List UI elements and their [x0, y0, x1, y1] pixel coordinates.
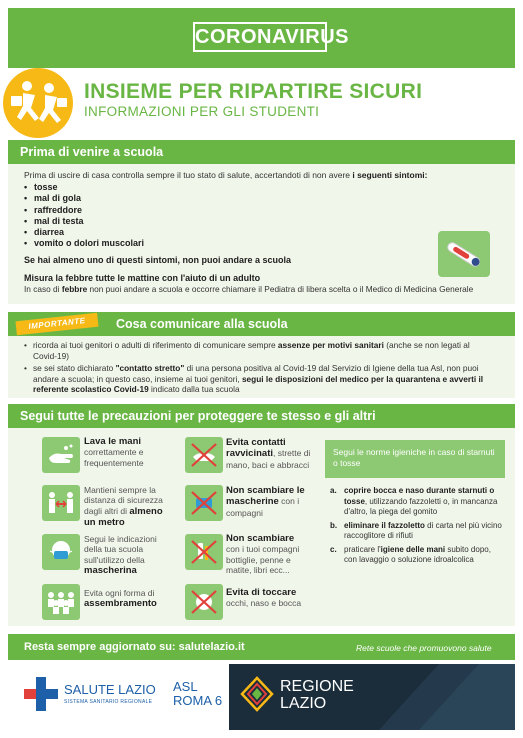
- important-tag: IMPORTANTE: [15, 313, 98, 335]
- tip-swapmask-text: con i compagni: [226, 496, 300, 518]
- students-running-icon: [3, 68, 73, 138]
- tip-touch-bold: Evita di toccare: [226, 587, 297, 598]
- list-item: • vomito o dolori muscolari: [24, 238, 144, 249]
- tip-crowd: [84, 588, 172, 610]
- rule-bold: coprire bocca e naso durante starnuti o tosse: [344, 486, 495, 506]
- hygiene-rules-list: [330, 486, 502, 569]
- crowd-icon: [42, 584, 80, 620]
- tip-swap-bold: Non scambiare: [226, 533, 295, 544]
- item2-pre: se sei stato dichiarato: [33, 363, 116, 373]
- rule-pre: praticare l': [344, 544, 381, 554]
- item1-post: (anche se non legati al Covid-19): [33, 340, 470, 361]
- communicate-list: [24, 340, 494, 397]
- tip-touch-text: occhi, naso e bocca: [226, 598, 302, 609]
- tip-contact-text: , strette di mano, baci e abbracci: [226, 448, 311, 470]
- tip-swap-text: con i tuoi compagni bottiglie, penne e matite, libri ecc...: [226, 544, 300, 576]
- rule-bold: eliminare il fazzoletto: [344, 520, 425, 530]
- no-mask-swap-icon: [185, 485, 223, 521]
- rule-bold: igiene delle mani: [380, 544, 446, 554]
- no-face-touch-icon: [185, 584, 223, 620]
- tip-no-sharing: [226, 534, 316, 576]
- stay-home-warning: Se hai almeno uno di questi sintomi, non puoi andare a scuola: [24, 255, 292, 265]
- fever-bold: febbre: [61, 284, 88, 294]
- section-precautions-heading: Segui tutte le precauzioni per proteggere te stesso e gli altri: [8, 404, 515, 428]
- no-handshake-icon: [185, 437, 223, 473]
- page-subtitle: INFORMAZIONI PER GLI STUDENTI: [84, 104, 320, 119]
- mask-icon: [42, 534, 80, 570]
- salute-lazio-name: SALUTE LAZIO: [64, 682, 156, 697]
- tip-distance: [84, 485, 172, 529]
- section-before-school-heading: Prima di venire a scuola: [8, 140, 515, 164]
- network-tagline: Rete scuole che promuovono salute: [356, 643, 492, 653]
- salute-lazio-subtitle: SISTEMA SANITARIO REGIONALE: [64, 699, 153, 705]
- intro-plain: Prima di uscire di casa controlla sempre il tuo stato di salute, accertandoti di non avere: [24, 170, 353, 180]
- list-item: • mal di gola: [24, 193, 144, 204]
- hand-wash-icon: [42, 437, 80, 473]
- tip-swapmask-bold: Non scambiare le mascherine: [226, 485, 305, 508]
- distance-icon: [42, 485, 80, 521]
- item2-bold2: segui le disposizioni del medico per la quarantena e avverti il referente scolastico Covid-19: [33, 373, 484, 394]
- stay-updated-link[interactable]: Resta sempre aggiornato su: salutelazio.it: [24, 641, 245, 653]
- cross-icon: [24, 677, 58, 711]
- thermometer-icon: [438, 231, 490, 277]
- list-item: • tosse: [24, 182, 144, 193]
- item2-post: indicato dalla tua scuola: [148, 384, 240, 394]
- page-title: INSIEME PER RIPARTIRE SICURI: [84, 80, 423, 103]
- rule-text: di carta nel più vicino raccoglitore di rifiuti: [344, 520, 502, 540]
- list-item: • mal di testa: [24, 216, 144, 227]
- item1-pre: ricorda ai tuoi genitori o adulti di riferimento di comunicare sempre: [33, 340, 278, 350]
- list-item: [330, 545, 502, 566]
- symptom-list: [24, 182, 144, 250]
- list-item: • diarrea: [24, 227, 144, 238]
- regione-emblem-icon: [240, 676, 274, 712]
- item1-bold: assenze per motivi sanitari: [277, 340, 384, 350]
- rule-mark: c.: [330, 544, 337, 554]
- tip-swap-masks: [226, 485, 316, 518]
- rule-mark: b.: [330, 520, 338, 530]
- tip-distance-text: Mantieni sempre la distanza di sicurezza dagli altri di: [84, 485, 163, 516]
- coronavirus-badge: CORONAVIRUS: [193, 22, 327, 52]
- section-communicate-title: Cosa comunicare alla scuola: [116, 317, 288, 331]
- hygiene-rules-heading: Segui le norme igieniche in caso di starnuti o tosse: [325, 440, 505, 478]
- measure-fever-text: Misura la febbre tutte le mattine con l'aiuto di un adulto: [24, 273, 261, 283]
- rule-mark: a.: [330, 486, 337, 495]
- asl-line1: ASL: [173, 679, 198, 694]
- asl-line2: ROMA 6: [173, 693, 223, 708]
- item2-mid: di una persona positiva al Covid-19 dal Servizio di Igiene della tua Asl, non puoi andare a scuola; in questo caso, insieme ai tuoi genitori,: [33, 363, 479, 384]
- rule-text: subito dopo, con lavaggio o soluzione idroalcolica: [344, 544, 491, 564]
- tip-contact-bold: Evita contatti ravvicinati: [226, 437, 286, 460]
- no-sharing-icon: [185, 534, 223, 570]
- regione-lazio-name: [280, 678, 354, 712]
- tip-crowd-text: Evita ogni forma di: [84, 588, 155, 598]
- fever-pre: In caso di: [24, 284, 62, 294]
- fever-note: [24, 284, 494, 295]
- regione-line2: LAZIO: [280, 695, 327, 712]
- tip-mask-bold: mascherina: [84, 565, 137, 577]
- asl-label: [173, 680, 222, 708]
- tip-wash-hands: [84, 437, 169, 468]
- tip-wash-title: Lava le mani: [84, 436, 142, 447]
- fever-post: non puoi andare a scuola e occorre chiamare il Pediatra di libera scelta o il Medico di Medicina Generale: [87, 284, 474, 294]
- tip-wash-text: correttamente e frequentemente: [84, 447, 144, 468]
- item2-bold1: "contatto stretto": [115, 363, 185, 373]
- list-item: [330, 486, 502, 518]
- list-item: • raffreddore: [24, 205, 144, 216]
- tip-no-touch: [226, 588, 316, 609]
- tip-contact: [226, 437, 316, 470]
- regione-line1: REGIONE: [280, 678, 354, 695]
- tip-mask-text: Segui le indicazioni della tua scuola sull'utilizzo della: [84, 534, 157, 565]
- tip-distance-bold: almeno un metro: [84, 505, 163, 529]
- intro-text: [24, 170, 484, 181]
- intro-bold: i seguenti sintomi:: [352, 170, 428, 180]
- list-item: [330, 521, 502, 542]
- tip-crowd-bold: assembramento: [84, 598, 157, 610]
- rule-text: , utilizzando fazzoletti o, in mancanza d'altro, la piega del gomito: [344, 496, 498, 516]
- list-item: [24, 363, 494, 395]
- list-item: [24, 340, 494, 361]
- tip-mask: [84, 534, 172, 577]
